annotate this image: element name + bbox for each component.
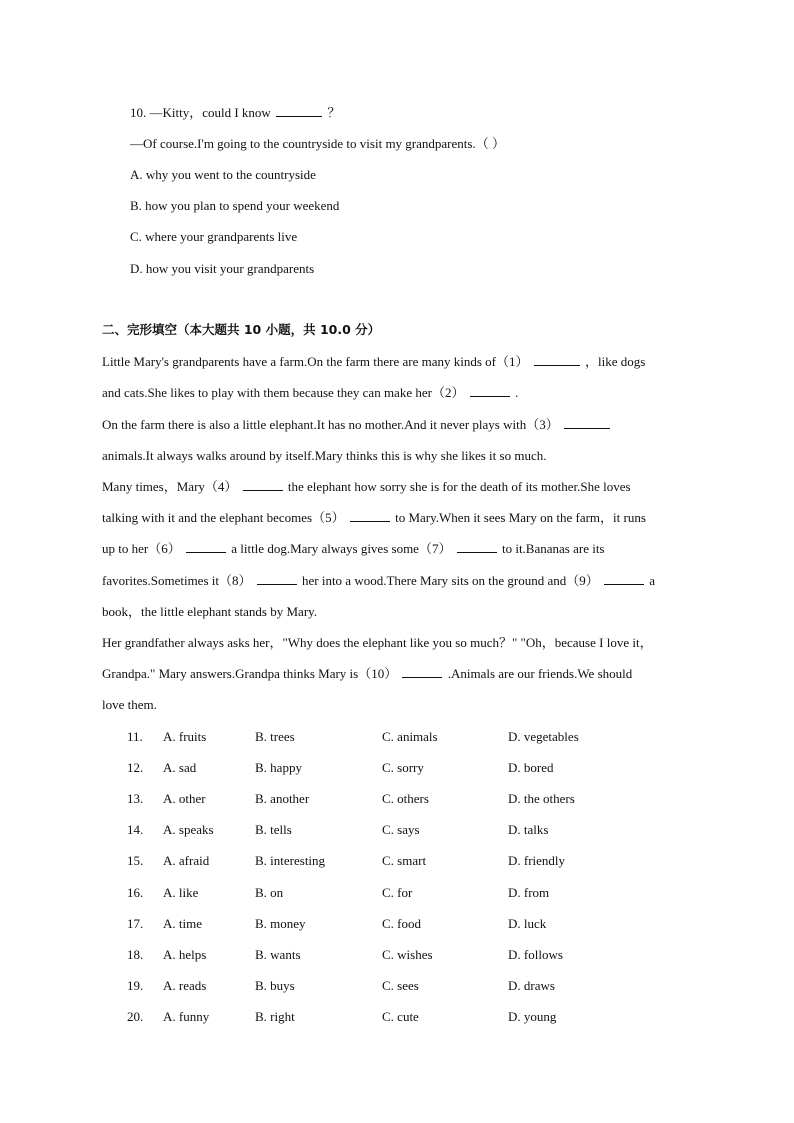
choice-b: B. happy: [255, 760, 302, 775]
blank-2: [470, 384, 510, 397]
choice-c: C. animals: [382, 729, 438, 744]
choice-d: D. friendly: [508, 853, 566, 868]
blank-4: [243, 478, 283, 491]
question-number: 20.: [127, 1009, 144, 1024]
passage-text: up to her（6）: [102, 541, 181, 556]
passage-line: [102, 478, 631, 496]
choice-d: D. luck: [508, 916, 547, 931]
passage-text: a: [649, 573, 656, 588]
passage-text: ，like dogs: [585, 354, 646, 369]
blank-1: [534, 353, 580, 366]
passage-line: [102, 665, 632, 683]
question-10-text: 10. —Kitty，could I know: [130, 105, 271, 120]
blank-7: [457, 540, 497, 553]
passage-text: .Animals are our friends.We should: [447, 666, 633, 681]
blank-6: [186, 540, 226, 553]
choice-d: D. bored: [508, 760, 554, 775]
choice-c: C. sorry: [382, 760, 424, 775]
choice-c: C. cute: [382, 1009, 419, 1024]
passage-text: her into a wood.There Mary sits on the ground and（9）: [301, 573, 599, 588]
passage-text: Many times，Mary（4）: [102, 479, 238, 494]
choice-a: A. time: [163, 916, 202, 931]
blank-5: [350, 509, 390, 522]
passage-line: [102, 572, 655, 590]
choice-d: D. from: [508, 885, 550, 900]
section-title: 二、完形填空（本大题共 10 小题，共 10.0 分）: [102, 322, 381, 337]
passage-text: the elephant how sorry she is for the death of its mother.She loves: [287, 479, 631, 494]
blank-9: [604, 572, 644, 585]
passage-text: On the farm there is also a little elephant.It has no mother.And it never plays with（3）: [102, 417, 559, 432]
question-number: 15.: [127, 853, 144, 868]
choice-b: B. wants: [255, 947, 301, 962]
option-c: C. where your grandparents live: [130, 229, 298, 244]
passage-text: a little dog.Mary always gives some（7）: [231, 541, 452, 556]
question-number: 13.: [127, 791, 144, 806]
passage-text: talking with it and the elephant becomes（5）: [102, 510, 345, 525]
passage-text: and cats.She likes to play with them because they can make her（2）: [102, 385, 465, 400]
choice-b: B. interesting: [255, 853, 326, 868]
answer-blank: [276, 104, 322, 117]
question-number: 18.: [127, 947, 144, 962]
choice-a: A. reads: [163, 978, 207, 993]
choice-b: B. buys: [255, 978, 295, 993]
question-10-reply: —Of course.I'm going to the countryside to visit my grandparents.（ ）: [130, 136, 505, 151]
choice-c: C. food: [382, 916, 421, 931]
choice-a: A. sad: [163, 760, 197, 775]
passage-text: to it.Bananas are its: [501, 541, 605, 556]
passage-line: book，the little elephant stands by Mary.: [102, 604, 318, 619]
passage-line: [102, 509, 646, 527]
choice-a: A. afraid: [163, 853, 210, 868]
option-a: A. why you went to the countryside: [130, 167, 316, 182]
choice-a: A. speaks: [163, 822, 214, 837]
choice-a: A. like: [163, 885, 199, 900]
passage-text: to Mary.When it sees Mary on the farm，it runs: [395, 510, 646, 525]
choice-c: C. says: [382, 822, 420, 837]
question-number: 17.: [127, 916, 144, 931]
question-number: 12.: [127, 760, 144, 775]
choice-b: B. another: [255, 791, 310, 806]
option-b: B. how you plan to spend your weekend: [130, 198, 340, 213]
passage-text: favorites.Sometimes it（8）: [102, 573, 252, 588]
choice-d: D. young: [508, 1009, 557, 1024]
choice-b: B. on: [255, 885, 284, 900]
choice-d: D. vegetables: [508, 729, 579, 744]
passage-line: [102, 384, 518, 402]
choice-b: B. trees: [255, 729, 295, 744]
question-number: 16.: [127, 885, 144, 900]
passage-line: animals.It always walks around by itself.Mary thinks this is why she likes it so much.: [102, 448, 547, 463]
choice-c: C. smart: [382, 853, 427, 868]
question-number: 14.: [127, 822, 144, 837]
option-d: D. how you visit your grandparents: [130, 261, 315, 276]
choice-c: C. for: [382, 885, 413, 900]
choice-a: A. other: [163, 791, 206, 806]
passage-text: Grandpa." Mary answers.Grandpa thinks Mary is（10）: [102, 666, 398, 681]
blank-10: [402, 665, 442, 678]
choice-d: D. follows: [508, 947, 563, 962]
choice-a: A. funny: [163, 1009, 210, 1024]
blank-8: [257, 572, 297, 585]
choice-b: B. right: [255, 1009, 295, 1024]
choice-c: C. wishes: [382, 947, 433, 962]
passage-line: love them.: [102, 697, 157, 712]
question-number: 19.: [127, 978, 144, 993]
choice-d: D. the others: [508, 791, 575, 806]
question-number: 11.: [127, 729, 143, 744]
question-10-stem: [130, 104, 340, 122]
passage-text: Little Mary's grandparents have a farm.On the farm there are many kinds of（1）: [102, 354, 529, 369]
passage-line: [102, 540, 605, 558]
choice-a: A. fruits: [163, 729, 207, 744]
choice-d: D. talks: [508, 822, 549, 837]
question-mark: ？: [327, 105, 341, 120]
choice-d: D. draws: [508, 978, 555, 993]
choice-c: C. sees: [382, 978, 419, 993]
passage-line: [102, 353, 645, 371]
passage-text: .: [514, 385, 519, 400]
choice-c: C. others: [382, 791, 429, 806]
choice-a: A. helps: [163, 947, 207, 962]
blank-3: [564, 416, 610, 429]
choice-b: B. tells: [255, 822, 292, 837]
choice-b: B. money: [255, 916, 306, 931]
passage-line: [102, 416, 612, 434]
passage-line: Her grandfather always asks her，"Why does the elephant like you so much？" "Oh，because I love it，: [102, 635, 653, 650]
